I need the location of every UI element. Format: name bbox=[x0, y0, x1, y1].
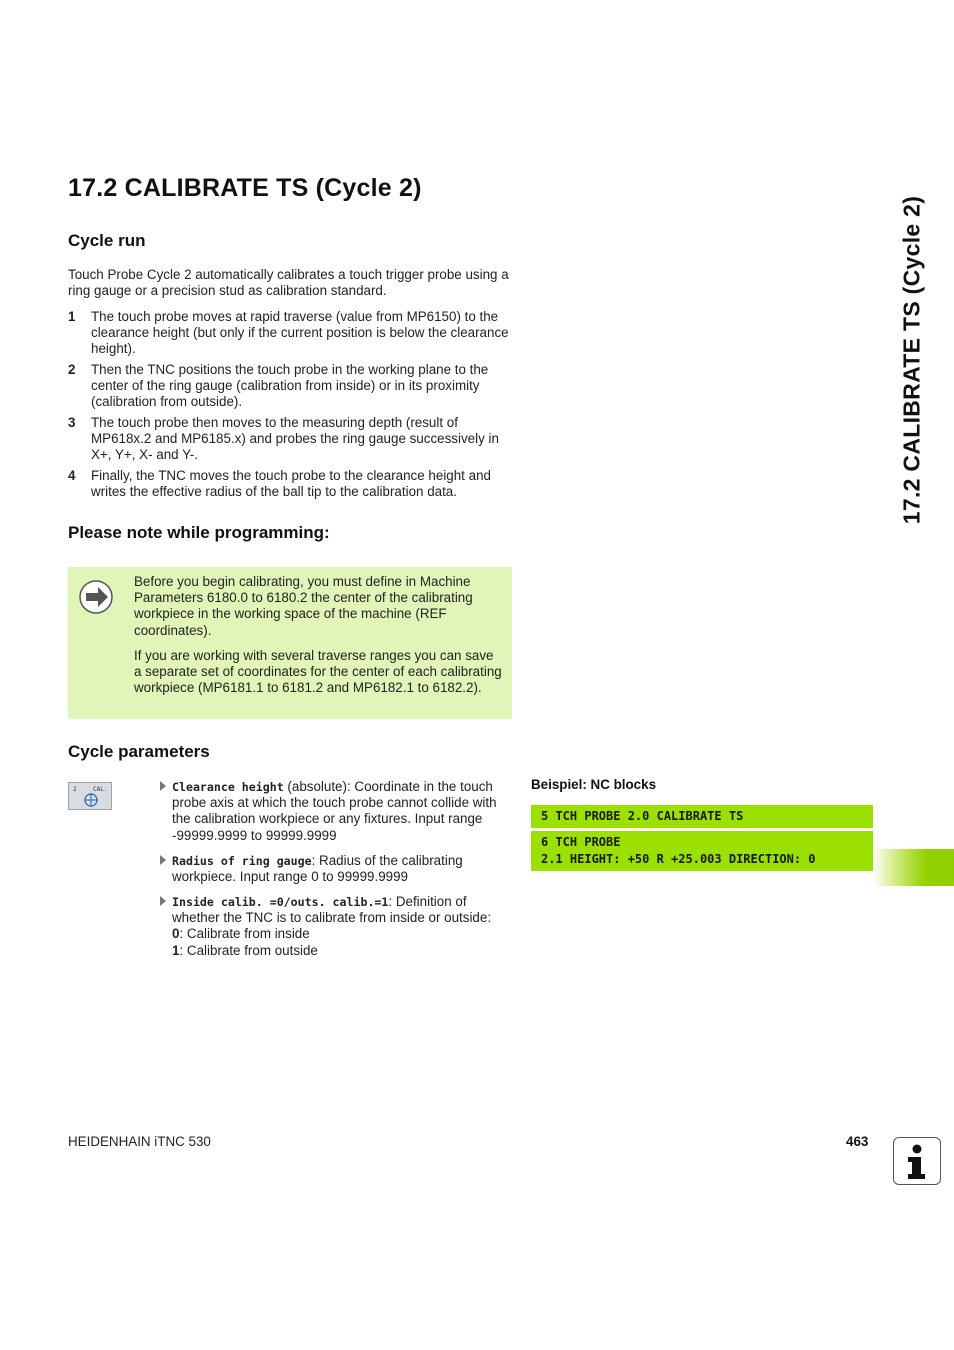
chapter-marker bbox=[873, 849, 954, 886]
note-paragraph: If you are working with several traverse ranges you can save a separate set of coordinates for the center of each calibrating workpiece (MP6181.1 to 6181.2 and MP6182.1 to 6182.2). bbox=[134, 648, 502, 696]
param-desc: : Radius of the calibrating workpiece. Input range 0 to 99999.9999 bbox=[172, 853, 463, 885]
step-text: Finally, the TNC moves the touch probe to the clearance height and writes the effective radius of the ball tip to the calibration data. bbox=[91, 468, 491, 500]
arrow-right-icon bbox=[78, 579, 114, 615]
param-name: Radius of ring gauge bbox=[172, 854, 312, 868]
info-icon bbox=[893, 1137, 941, 1185]
option-text: : Calibrate from outside bbox=[179, 942, 318, 958]
note-heading: Please note while programming: bbox=[68, 523, 330, 542]
step-text: The touch probe moves at rapid traverse (value from MP6150) to the clearance height (but only if the current position is below the clearance height). bbox=[91, 309, 509, 357]
nc-line: 6 TCH PROBE bbox=[541, 835, 621, 849]
step-number: 4 bbox=[68, 468, 76, 483]
bullet-triangle-icon bbox=[160, 896, 166, 906]
page-number: 463 bbox=[846, 1134, 869, 1149]
nc-line: 2.1 HEIGHT: +50 R +25.003 DIRECTION: 0 bbox=[541, 852, 816, 866]
bullet-triangle-icon bbox=[160, 781, 166, 791]
param-desc: (absolute): Coordinate in the touch probe axis at which the touch probe cannot collide with the calibration workpiece or any fixtures. Input range -99999.9999 to 99999.9999 bbox=[172, 779, 497, 843]
step-text: Then the TNC positions the touch probe in the working plane to the center of the ring gauge (calibration from inside) or in its proximity (calibration from outside). bbox=[91, 362, 489, 410]
ring-gauge-icon bbox=[83, 792, 99, 808]
param-name: Inside calib. =0/outs. calib.=1 bbox=[172, 895, 389, 909]
side-tab-label: 17.2 CALIBRATE TS (Cycle 2) bbox=[898, 195, 925, 525]
footer-product: HEIDENHAIN iTNC 530 bbox=[68, 1134, 211, 1149]
cycle-run-heading: Cycle run bbox=[68, 231, 146, 250]
option-text: : Calibrate from inside bbox=[179, 926, 310, 942]
nc-block bbox=[531, 831, 873, 871]
cycle-run-intro: Touch Probe Cycle 2 automatically calibrates a touch trigger probe using a ring gauge or a precision stud as calibration standard. bbox=[68, 267, 509, 299]
nc-block bbox=[531, 805, 873, 828]
cycle-softkey bbox=[68, 782, 112, 810]
example-label: Beispiel: NC blocks bbox=[531, 777, 657, 792]
step-text: The touch probe then moves to the measuring depth (result of MP618x.2 and MP6185.x) and probes the ring gauge successively in X+, Y+, X- and Y-. bbox=[91, 415, 499, 463]
bullet-triangle-icon bbox=[160, 855, 166, 865]
option-key: 1 bbox=[172, 942, 180, 958]
note-paragraph: Before you begin calibrating, you must define in Machine Parameters 6180.0 to 6180.2 the center of the calibrating workpiece in the working space of the machine (REF coordinates). bbox=[134, 574, 473, 638]
page-title: 17.2 CALIBRATE TS (Cycle 2) bbox=[68, 174, 422, 202]
note-box bbox=[68, 567, 512, 719]
param-desc: : Definition of whether the TNC is to calibrate from inside or outside: bbox=[172, 894, 492, 926]
option-key: 0 bbox=[172, 926, 180, 942]
softkey-number: 2 bbox=[73, 786, 77, 793]
step-number: 3 bbox=[68, 415, 76, 430]
step-number: 2 bbox=[68, 362, 76, 377]
nc-line: 5 TCH PROBE 2.0 CALIBRATE TS bbox=[541, 809, 744, 823]
step-number: 1 bbox=[68, 309, 76, 324]
params-heading: Cycle parameters bbox=[68, 742, 210, 761]
param-name: Clearance height bbox=[172, 780, 284, 794]
side-tab bbox=[890, 180, 934, 540]
softkey-label: CAL. bbox=[93, 786, 108, 793]
